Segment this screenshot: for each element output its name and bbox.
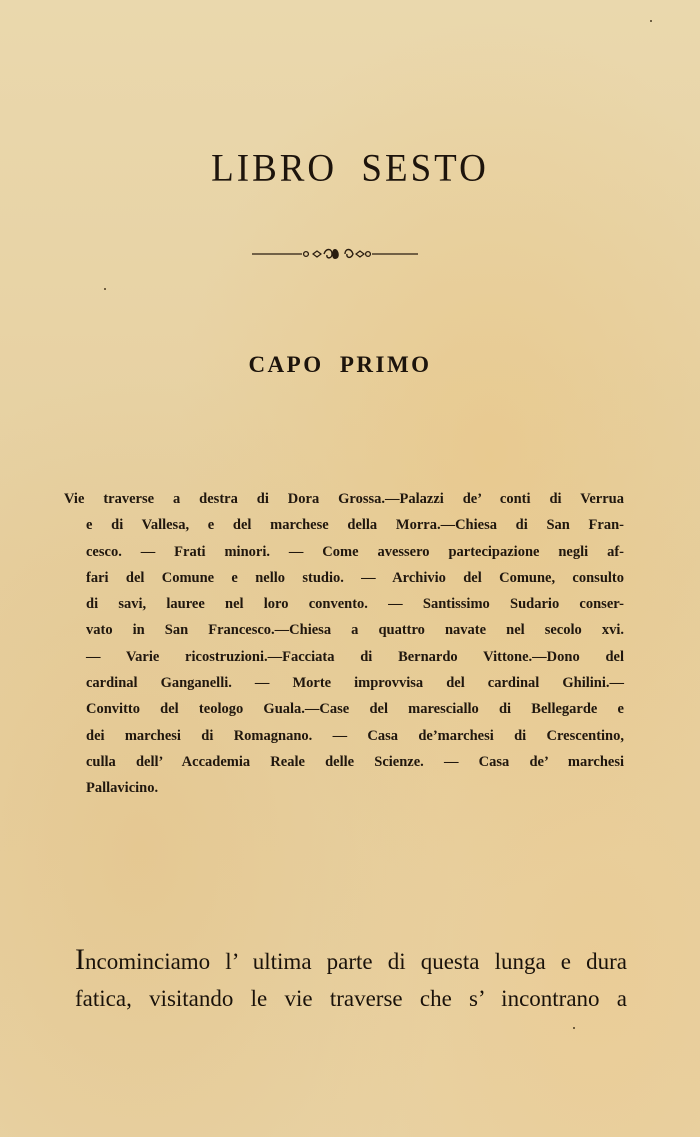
- body-text: [75, 941, 627, 1017]
- summary-line: vato in San Francesco.—Chiesa a quattro navate nel secolo xvi.: [86, 622, 624, 639]
- summary-line: fari del Comune e nello studio. — Archivio del Comune, consulto: [86, 569, 624, 586]
- drop-cap: I: [75, 943, 85, 976]
- paper-speck: [650, 20, 652, 22]
- paper-speck: [104, 288, 106, 290]
- summary-line: cardinal Ganganelli. — Morte improvvisa del cardinal Ghilini.—: [86, 675, 624, 692]
- body-line-text: ncominciamo l’ ultima parte di questa lunga e dura: [85, 949, 627, 974]
- ornament-divider: [250, 246, 420, 262]
- paper-speck: [573, 1027, 575, 1029]
- summary-line: culla dell’ Accademia Reale delle Scienze. — Casa de’ marchesi: [86, 753, 624, 770]
- body-line: [75, 941, 627, 980]
- chapter-summary: [64, 486, 624, 802]
- body-line: fatica, visitando le vie traverse che s’ incontrano a: [75, 986, 627, 1011]
- summary-line: dei marchesi di Romagnano. — Casa de’marchesi di Crescentino,: [86, 727, 624, 744]
- summary-line: — Varie ricostruzioni.—Facciata di Bernardo Vittone.—Dono del: [86, 648, 624, 665]
- summary-line: cesco. — Frati minori. — Come avessero partecipazione negli af-: [86, 543, 624, 560]
- summary-line: di savi, lauree nel loro convento. — Santissimo Sudario conser-: [86, 596, 624, 613]
- summary-line: Pallavicino.: [86, 780, 159, 797]
- summary-line: Convitto del teologo Guala.—Case del maresciallo di Bellegarde e: [86, 701, 624, 718]
- summary-line: e di Vallesa, e del marchese della Morra.—Chiesa di San Fran-: [86, 517, 624, 534]
- book-title: LIBRO SESTO: [211, 146, 489, 191]
- summary-line: Vie traverse a destra di Dora Grossa.—Palazzi de’ conti di Verrua: [64, 491, 624, 507]
- chapter-title: CAPO PRIMO: [248, 352, 432, 377]
